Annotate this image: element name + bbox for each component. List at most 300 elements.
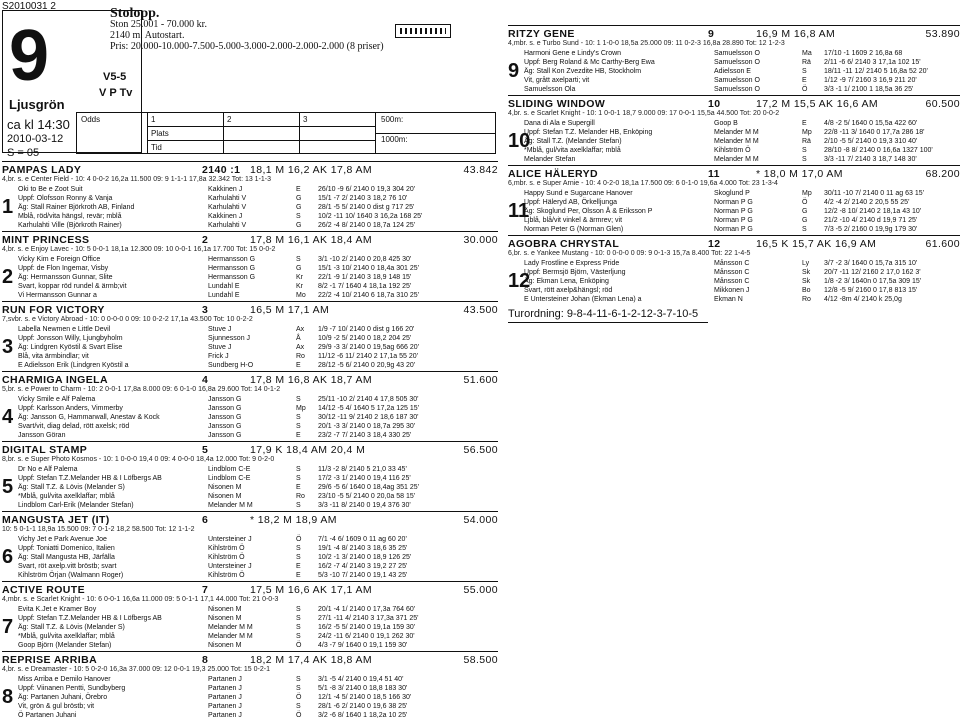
start-number: 12 <box>508 270 531 292</box>
start-row <box>2 212 498 221</box>
start-driver: Jansson G <box>208 414 242 421</box>
start-row <box>2 221 498 230</box>
horse-dist: 9 <box>708 28 715 40</box>
horse-header <box>2 164 498 176</box>
race-line-2: 2140 m. Autostart. <box>110 30 185 41</box>
start-track: G <box>296 222 302 229</box>
start-track: S <box>296 703 301 710</box>
start-result: 28/1 -5 5/ 2140 0 dist g 717 25' <box>318 204 415 211</box>
start-row <box>508 76 960 85</box>
start-desc: Vit, grått axelparti; vit <box>524 77 590 84</box>
start-desc: Äg: Stall T.Z. & Lövis (Melander S) <box>18 484 125 491</box>
start-track: S <box>296 615 301 622</box>
start-row <box>508 146 960 155</box>
horse-header <box>2 654 498 666</box>
horse-dist: 12 <box>708 238 721 250</box>
start-row <box>2 361 498 370</box>
horse-pedigree-text: 7,svbr. s. e Victory Abroad - 10: 0 0-0-0 0 09: 10 0-2-2 17,1a 43.500 Tot: 10 0-2-2 <box>2 316 253 323</box>
start-driver: Melander M M <box>714 156 759 163</box>
start-result: 29/9 -3 3/ 2140 0 19,5ag 666 20' <box>318 344 419 351</box>
start-result: 1/8 -2 3/ 1640n 0 17,5a 309 15' <box>824 278 922 285</box>
start-result: 20/1 -4 1/ 2140 0 17,3a 764 60' <box>318 606 416 613</box>
start-driver: Hermansson G <box>208 274 256 281</box>
start-result: 25/11 -10 2/ 2140 4 17,8 505 30' <box>318 396 419 403</box>
horse-entry <box>2 371 498 440</box>
horse-pedigree <box>2 316 498 325</box>
start-driver: Kihlström Ö <box>208 572 245 579</box>
start-row <box>508 58 960 67</box>
start-desc: Uppf: Stefan T.Z.Melander HB & I Löfbergs AB <box>18 615 162 622</box>
start-driver: Hermansson G <box>208 265 256 272</box>
start-driver: Partanen J <box>208 685 242 692</box>
race-time: ca kl 14:30 <box>7 117 70 132</box>
entry-divider <box>2 511 498 512</box>
start-row <box>2 684 498 693</box>
start-result: 10/2 -1 3/ 2140 0 18,9 126 25' <box>318 554 412 561</box>
horse-rec: 18,1 M 16,2 AK 17,8 AM <box>250 164 373 176</box>
horse-rec: * 18,2 M 18,9 AM <box>250 514 337 526</box>
start-desc: Ö Partanen Juhani <box>18 712 77 719</box>
horse-pedigree <box>2 666 498 675</box>
start-desc: *Mblå, gul/vita axelklaffar; mblå <box>18 633 115 640</box>
horse-odds: 55.000 <box>463 584 498 596</box>
start-track: S <box>296 633 301 640</box>
start-driver: Kakkinen J <box>208 186 243 193</box>
start-result: 10/9 -2 5/ 2140 0 18,2 204 25' <box>318 335 412 342</box>
start-result: 4/3 -7 9/ 1640 0 19,1 159 30' <box>318 642 408 649</box>
start-row <box>2 404 498 413</box>
horse-header <box>508 98 960 110</box>
start-row <box>508 128 960 137</box>
entry-divider <box>2 231 498 232</box>
start-result: 3/2 -6 8/ 1640 1 18,2a 10 25' <box>318 712 408 719</box>
start-track: E <box>296 563 301 570</box>
start-row <box>508 225 960 234</box>
start-row <box>2 571 498 580</box>
horse-entry <box>508 25 960 94</box>
grid-col-2: 2 <box>227 115 232 124</box>
horse-pedigree <box>2 526 498 535</box>
start-driver: Frick J <box>208 353 229 360</box>
start-row <box>2 675 498 684</box>
start-desc: Vichy Jet e Park Avenue Joe <box>18 536 107 543</box>
horse-dist: 7 <box>202 584 209 596</box>
race-date: 2010-03-12 <box>7 133 64 145</box>
start-track: E <box>802 77 807 84</box>
start-track: E <box>296 572 301 579</box>
start-result: 12/1 -4 5/ 2140 0 18,5 166 30' <box>318 694 412 701</box>
start-driver: Hermansson G <box>208 256 256 263</box>
entry-divider <box>508 165 960 166</box>
right-column <box>508 24 960 323</box>
start-result: 27/1 -11 4/ 2140 3 17,3a 371 25' <box>318 615 419 622</box>
start-desc: Jansson Göran <box>18 432 66 439</box>
race-line-1: Ston 25.001 - 70.000 kr. <box>110 19 207 30</box>
horse-odds: 43.500 <box>463 304 498 316</box>
horse-pedigree-text: 6,br. s. e Yankee Mustang - 10: 0 0-0-0 0 09: 9 0-1-3 15,7a 8.400 Tot: 22 1-4-5 <box>508 250 751 257</box>
start-driver: Nisonen M <box>208 615 242 622</box>
start-driver: Kakkinen J <box>208 213 243 220</box>
start-driver: Jansson G <box>208 423 242 430</box>
start-desc: Samuelsson Ola <box>524 86 576 93</box>
start-desc: Melander Stefan <box>524 156 576 163</box>
start-driver: Melander M M <box>714 138 759 145</box>
start-result: 17/2 -3 1/ 2140 0 19,4 116 25' <box>318 475 411 482</box>
start-driver: Sjunnesson J <box>208 335 251 342</box>
start-row <box>2 711 498 720</box>
vptv-label: V P Tv <box>99 87 133 99</box>
horse-dist: 5 <box>202 444 209 456</box>
start-row <box>2 501 498 510</box>
start-track: Ö <box>802 86 808 93</box>
entry-divider <box>2 651 498 652</box>
start-desc: Äg: Lindgren Kyöstil & Svart Elise <box>18 344 123 351</box>
start-result: 15/1 -3 10/ 2140 0 18,4a 301 25' <box>318 265 419 272</box>
start-number: 8 <box>2 686 14 708</box>
horse-pedigree <box>508 110 960 119</box>
start-row <box>2 641 498 650</box>
start-driver: Nisonen M <box>208 606 242 613</box>
start-track: E <box>296 484 301 491</box>
start-driver: Lindblom C-E <box>208 475 251 482</box>
start-desc: Äg: Stall Mangusta HB, Järfälla <box>18 554 115 561</box>
start-driver: Partanen J <box>208 694 242 701</box>
start-driver: Kihlström Ö <box>714 147 751 154</box>
start-row <box>508 119 960 128</box>
horse-odds: 54.000 <box>463 514 498 526</box>
horse-pedigree-text: 4,br. s. e Enjoy Lavec - 10: 5 0-0-1 18,1a 12.300 09: 10 0-0-1 16,1a 17.700 Tot: 15 0-0-2 <box>2 246 276 253</box>
start-desc: Ljblå, blå/vit vinkel & ärmrev; vit <box>524 217 623 224</box>
start-track: S <box>296 676 301 683</box>
start-track: E <box>802 120 807 127</box>
start-driver: Jansson G <box>208 405 242 412</box>
start-driver: Kihlström Ö <box>208 554 245 561</box>
start-row <box>508 198 960 207</box>
start-desc: Uppf: Stefan T.Z. Melander HB, Enköping <box>524 129 653 136</box>
result-grid <box>76 112 496 154</box>
start-track: Ro <box>296 353 305 360</box>
start-desc: Vi Hermansson Gunnar a <box>18 292 97 299</box>
horse-header <box>2 514 498 526</box>
start-driver: Samuelsson O <box>714 59 760 66</box>
horse-dist: 6 <box>202 514 209 526</box>
start-desc: Oki to Be e Zoot Suit <box>18 186 83 193</box>
race-number: 9 <box>9 16 48 96</box>
start-result: 3/3 -11 7/ 2140 3 18,7 148 30' <box>824 156 917 163</box>
start-driver: Norman P G <box>714 208 753 215</box>
start-driver: Nisonen M <box>208 493 242 500</box>
entry-divider <box>508 235 960 236</box>
start-result: 2/11 -6 6/ 2140 3 17,1a 102 15' <box>824 59 921 66</box>
horse-entry <box>2 441 498 510</box>
start-track: S <box>296 466 301 473</box>
start-row <box>2 395 498 404</box>
start-track: Ö <box>296 694 302 701</box>
start-row <box>2 291 498 300</box>
start-track: G <box>802 217 808 224</box>
start-row <box>2 431 498 440</box>
start-desc: Harmoni Gene e Lindy's Crown <box>524 50 622 57</box>
start-track: E <box>296 432 301 439</box>
entry-divider <box>2 581 498 582</box>
start-result: 4/12 -8m 4/ 2140 k 25,0g <box>824 296 902 303</box>
start-result: 19/1 -4 8/ 2140 3 18,6 35 25' <box>318 545 408 552</box>
horse-odds: 68.200 <box>925 168 960 180</box>
horse-pedigree-text: 4,br. s. e Scarlet Knight - 10: 1 0-0-1 18,7 9.000 09: 17 0-0-1 15,5a 44.500 Tot: 20 0-0-2 <box>508 110 780 117</box>
horse-pedigree-text: 8,br. s. e Super Photo Kosmos - 10: 1 0-0-0 19,4 0 09: 4 0-0-0 18,4a 12.000 Tot: 9 0-2-0 <box>2 456 275 463</box>
start-track: S <box>296 256 301 263</box>
horse-pedigree-text: 5,br. s. e Power to Charm - 10: 2 0-0-1 17,8a 8.000 09: 6 0-1-0 16,8a 29.600 Tot: 14 0-1-2 <box>2 386 281 393</box>
entry-divider <box>2 301 498 302</box>
start-driver: Samuelsson O <box>714 86 760 93</box>
start-row <box>508 49 960 58</box>
start-number: 7 <box>2 616 14 638</box>
start-desc: Labella Newmen e Little Devil <box>18 326 111 333</box>
start-desc: Lady Frostline e Express Pride <box>524 260 620 267</box>
start-desc: Norman Peter G (Norman Glen) <box>524 226 624 233</box>
v55-label: V5-5 <box>103 71 127 83</box>
horse-rec: 16,5 M 17,1 AM <box>250 304 330 316</box>
start-row <box>2 702 498 711</box>
start-result: 24/2 -11 6/ 2140 0 19,1 262 30' <box>318 633 415 640</box>
start-result: 22/2 -4 10/ 2140 6 18,7a 310 25' <box>318 292 419 299</box>
start-track: Ax <box>296 326 305 333</box>
grid-500m: 500m: <box>381 115 404 124</box>
start-result: 1/12 -9 7/ 2160 3 16,9 211 20' <box>824 77 917 84</box>
start-desc: Blå, vita ärmbindlar; vit <box>18 353 89 360</box>
horse-pedigree <box>2 246 498 255</box>
start-desc: Svart/vit, diag delad, rött axelsk; röd <box>18 423 130 430</box>
start-result: 30/12 -11 9/ 2140 2 18,6 187 30' <box>318 414 419 421</box>
start-track: S <box>296 624 301 631</box>
horse-name: DIGITAL STAMP <box>2 444 88 456</box>
horse-name: RITZY GENE <box>508 28 575 40</box>
horse-header <box>2 234 498 246</box>
start-driver: Nisonen M <box>208 642 242 649</box>
document-id: S2010031 2 <box>2 1 56 12</box>
start-result: 23/10 -5 5/ 2140 0 20,0a 58 15' <box>318 493 416 500</box>
start-desc: E Untersteiner Johan (Ekman Lena) a <box>524 296 642 303</box>
race-s-value: S = 05 <box>7 147 40 159</box>
start-result: 21/2 -10 4/ 2140 d 19,9 71 25' <box>824 217 918 224</box>
start-track: S <box>296 213 301 220</box>
start-track: Sk <box>802 278 811 285</box>
start-track: Mp <box>802 129 812 136</box>
start-desc: Miss Arriba e Demilo Hanover <box>18 676 111 683</box>
horse-header <box>508 168 960 180</box>
horse-dist: 8 <box>202 654 209 666</box>
start-driver: Melander M M <box>208 624 253 631</box>
start-track: S <box>296 606 301 613</box>
horse-header <box>508 28 960 40</box>
start-result: 15/1 -7 2/ 2140 3 18,2 76 10' <box>318 195 408 202</box>
start-desc: Uppf: Viinanen Pentti, Sundbyberg <box>18 685 126 692</box>
start-number: 11 <box>508 200 530 222</box>
start-driver: Lundahl E <box>208 292 240 299</box>
start-row <box>2 605 498 614</box>
horse-entry <box>2 511 498 580</box>
start-number: 5 <box>2 476 14 498</box>
start-row <box>508 286 960 295</box>
start-result: 22/8 -11 3/ 1640 0 17,7a 286 18' <box>824 129 925 136</box>
start-desc: Äg: Stall Rainer Björkroth AB, Finland <box>18 204 135 211</box>
start-result: 3/7 -2 3/ 1640 0 15,7a 315 10' <box>824 260 918 267</box>
start-row <box>2 535 498 544</box>
start-track: S <box>802 156 807 163</box>
start-row <box>508 268 960 277</box>
start-desc: Äg: Stall T.Z. (Melander Stefan) <box>524 138 622 145</box>
start-desc: Uppf: Olofsson Ronny & Vanja <box>18 195 113 202</box>
start-row <box>2 352 498 361</box>
grid-odds: Odds <box>81 115 101 124</box>
horse-pedigree-text: 4,mbr. s. e Scarlet Knight - 10: 6 0-0-1 16,6a 11.000 09: 5 0-1-1 17,1 44.000 Tot: 21 0-0-3 <box>2 596 279 603</box>
start-desc: E Adielsson Erik (Lindgren Kyöstil a <box>18 362 129 369</box>
horse-pedigree <box>508 40 960 49</box>
horse-dist: 10 <box>708 98 721 110</box>
horse-name: PAMPAS LADY <box>2 164 82 176</box>
horse-header <box>2 304 498 316</box>
start-number: 1 <box>2 196 14 218</box>
start-track: S <box>802 147 807 154</box>
start-result: 10/2 -11 10/ 1640 3 16,2a 168 25' <box>318 213 423 220</box>
start-result: 16/2 -7 4/ 2140 3 19,2 27 25' <box>318 563 408 570</box>
horse-name: REPRISE ARRIBA <box>2 654 98 666</box>
start-driver: Samuelsson O <box>714 50 760 57</box>
start-result: 28/12 -5 6/ 2140 0 20,9g 43 20' <box>318 362 416 369</box>
start-driver: Lundahl E <box>208 283 240 290</box>
entry-divider <box>2 441 498 442</box>
start-driver: Karhulahti V <box>208 204 247 211</box>
start-row <box>508 155 960 164</box>
grid-tid: Tid <box>151 143 162 152</box>
start-driver: Melander M M <box>208 502 253 509</box>
entry-divider <box>508 25 960 26</box>
horse-pedigree-text: 4,mbr. s. e Turbo Sund - 10: 1 1-0-0 18,5a 25.000 09: 11 0-2-3 16,8a 28.890 Tot: 12 1-2-3 <box>508 40 785 47</box>
race-header <box>110 8 384 52</box>
start-track: Ly <box>802 260 810 267</box>
start-driver: Månsson C <box>714 278 750 285</box>
start-result: 3/3 -1 1/ 2100 1 18,5a 36 25' <box>824 86 914 93</box>
start-driver: Partanen J <box>208 712 242 719</box>
start-track: S <box>296 545 301 552</box>
start-desc: Evita K.Jet e Kramer Boy <box>18 606 97 613</box>
start-result: 28/10 -8 8/ 2140 0 16,6a 1327 100' <box>824 147 933 154</box>
start-row <box>2 264 498 273</box>
start-result: 12/8 -5 9/ 2160 0 17,8 813 15' <box>824 287 918 294</box>
start-row <box>2 632 498 641</box>
start-driver: Månsson C <box>714 260 750 267</box>
horse-odds: 58.500 <box>463 654 498 666</box>
start-result: 2/10 -5 5/ 2140 0 19,3 310 40' <box>824 138 918 145</box>
start-driver: Jansson G <box>208 396 242 403</box>
start-track: Bo <box>802 287 811 294</box>
start-desc: Uppf: Häleryd AB, Örkelljunga <box>524 199 617 206</box>
horse-pedigree-text: 10: 5 0-1-1 18,9a 15.500 09: 7 0-1-2 18,2 58.500 Tot: 12 1-1-2 <box>2 526 195 533</box>
start-row <box>2 422 498 431</box>
start-row <box>2 185 498 194</box>
start-driver: Norman P G <box>714 199 753 206</box>
start-desc: *Mblå, gul/vita axelklaffar; mblå <box>18 493 115 500</box>
start-row <box>508 189 960 198</box>
turordning-underline <box>508 322 708 323</box>
start-track: S <box>296 396 301 403</box>
horse-header <box>2 374 498 386</box>
start-track: Ö <box>296 642 302 649</box>
start-driver: Goop B <box>714 120 738 127</box>
start-desc: Äg: Hermansson Gunnar, Slite <box>18 274 113 281</box>
start-track: Ö <box>296 712 302 719</box>
start-desc: Uppf: de Flon Ingemar, Visby <box>18 265 109 272</box>
horse-odds: 53.890 <box>925 28 960 40</box>
horse-odds: 60.500 <box>925 98 960 110</box>
start-result: 14/12 -5 4/ 1640 5 17,2a 125 15' <box>318 405 419 412</box>
start-track: S <box>296 414 301 421</box>
start-driver: Skoglund P <box>714 190 750 197</box>
horse-name: CHARMIGA INGELA <box>2 374 108 386</box>
grid-1000m: 1000m: <box>381 135 408 144</box>
horse-name: RUN FOR VICTORY <box>2 304 105 316</box>
horse-entry <box>2 231 498 300</box>
start-desc: Goop Björn (Melander Stefan) <box>18 642 112 649</box>
horse-pedigree <box>2 596 498 605</box>
start-track: S <box>802 226 807 233</box>
start-driver: Karhulahti V <box>208 222 247 229</box>
entry-divider <box>508 95 960 96</box>
start-number: 9 <box>508 60 520 82</box>
start-driver: Jansson G <box>208 432 242 439</box>
horse-odds: 51.600 <box>463 374 498 386</box>
start-track: S <box>802 68 807 75</box>
grid-col-1: 1 <box>151 115 156 124</box>
horse-header <box>2 444 498 456</box>
start-number: 6 <box>2 546 14 568</box>
start-desc: Dr No e Alf Palema <box>18 466 78 473</box>
horse-pedigree <box>2 456 498 465</box>
horse-entry <box>2 301 498 370</box>
start-driver: Partanen J <box>208 676 242 683</box>
start-desc: Uppf: Bermsjö Björn, Västerljung <box>524 269 626 276</box>
start-number: 4 <box>2 406 14 428</box>
start-desc: Vicky Kim e Foreign Office <box>18 256 101 263</box>
start-track: Ax <box>296 344 305 351</box>
horse-pedigree <box>2 176 498 185</box>
start-result: 7/1 -4 6/ 1609 0 11 ag 60 20' <box>318 536 407 543</box>
start-track: Mo <box>296 292 306 299</box>
start-driver: Ekman N <box>714 296 743 303</box>
start-track: S <box>296 423 301 430</box>
entry-divider <box>2 371 498 372</box>
start-driver: Sundberg H-O <box>208 362 254 369</box>
start-desc: Karhulahti Ville (Björkroth Rainer) <box>18 222 122 229</box>
start-track: Ö <box>802 199 808 206</box>
race-title: Stolopp. <box>110 6 160 21</box>
start-desc: Uppf: Karlsson Anders, Vimmerby <box>18 405 123 412</box>
start-result: 23/2 -7 7/ 2140 3 18,4 330 25' <box>318 432 412 439</box>
start-desc: Äg: Skoglund Per, Olsson Å & Eriksson P <box>524 208 653 215</box>
start-desc: Äg: Partanen Juhani, Örebro <box>18 694 108 701</box>
start-track: Mp <box>296 405 306 412</box>
start-result: 18/11 -11 12/ 2140 5 16,8a 52 20' <box>824 68 928 75</box>
start-driver: Nisonen M <box>208 484 242 491</box>
turordning: Turordning: 9-8-4-11-6-1-2-12-3-7-10-5 <box>508 308 699 320</box>
start-row <box>2 562 498 571</box>
start-track: Ro <box>296 493 305 500</box>
start-track: Rä <box>802 138 811 145</box>
track-color: Ljusgrön <box>9 97 65 112</box>
start-track: G <box>802 208 808 215</box>
horse-header <box>508 238 960 250</box>
grid-plats: Plats <box>151 129 169 138</box>
